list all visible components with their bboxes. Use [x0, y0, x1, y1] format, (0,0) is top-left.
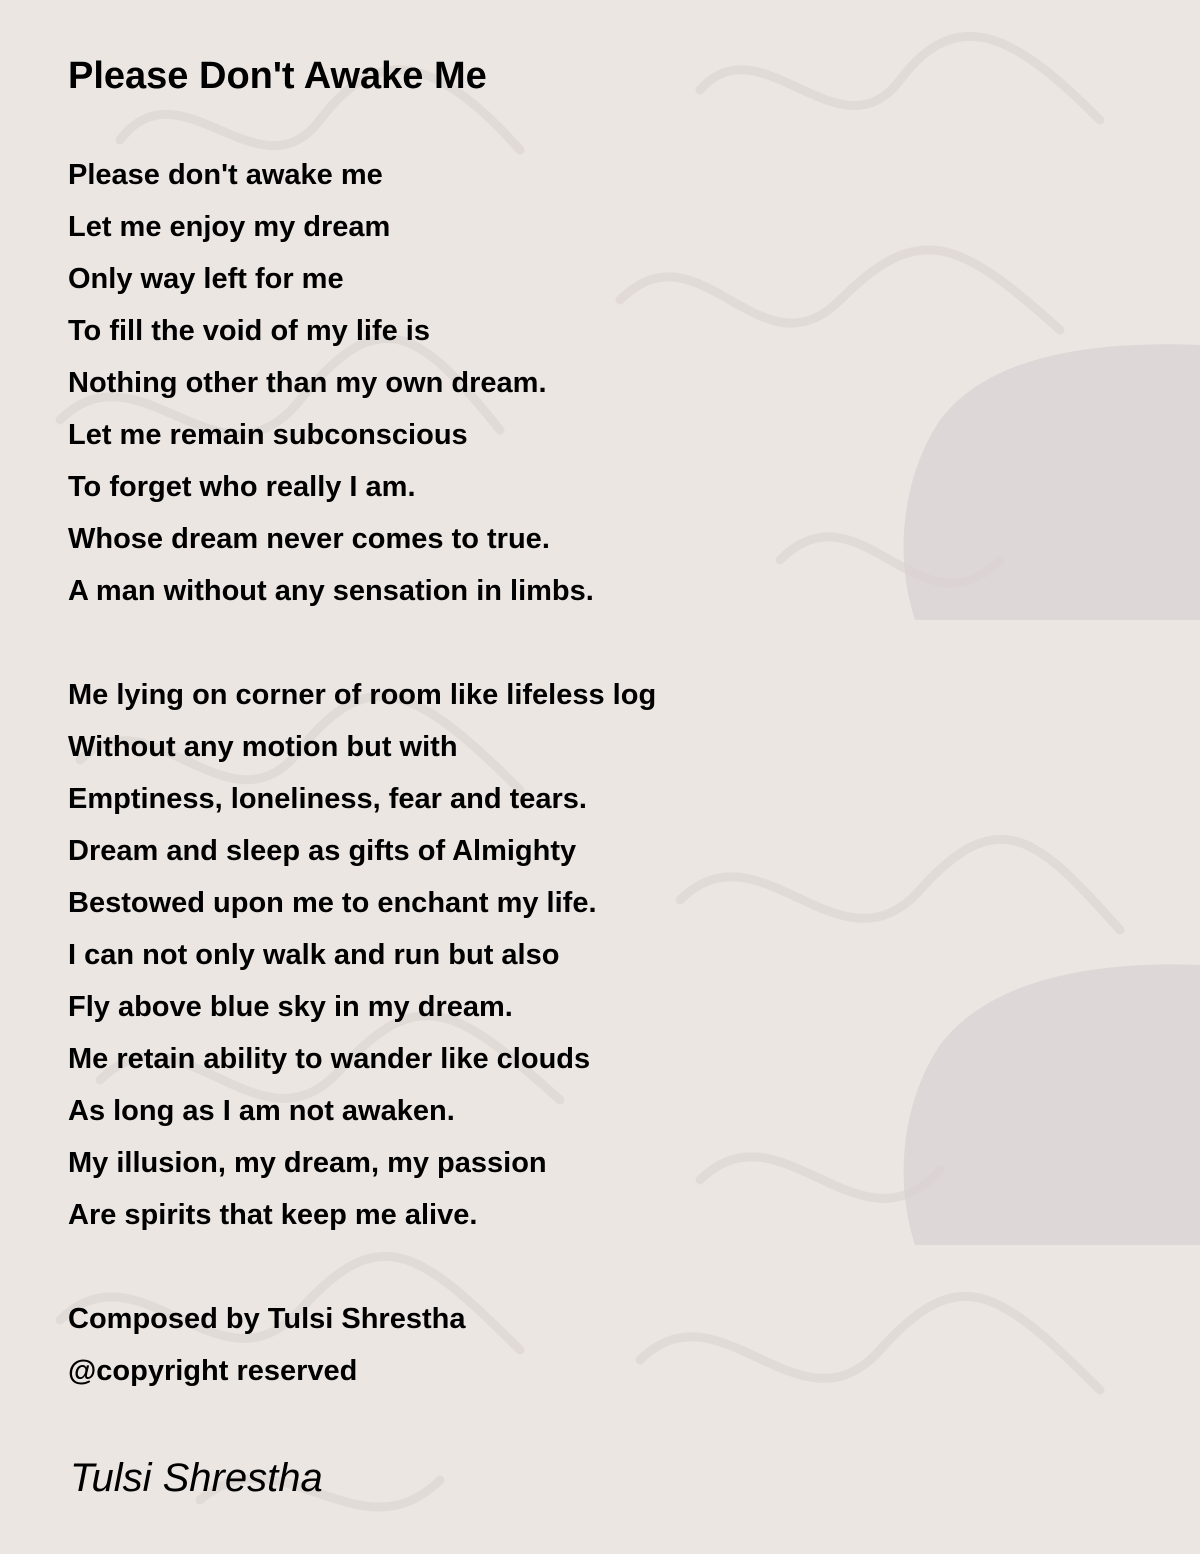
poem-line: Dream and sleep as gifts of Almighty [68, 835, 577, 867]
poem-line: Fly above blue sky in my dream. [68, 991, 513, 1023]
poem-title: Please Don't Awake Me [68, 55, 487, 97]
poem-line: Let me enjoy my dream [68, 211, 391, 243]
credit-stanza [68, 1293, 465, 1397]
poem-line: To forget who really I am. [68, 471, 416, 503]
poem-line: Only way left for me [68, 263, 344, 295]
composer-credit: Composed by Tulsi Shrestha [68, 1303, 466, 1335]
poem-line: Me lying on corner of room like lifeless log [68, 679, 657, 711]
poem-line: My illusion, my dream, my passion [68, 1147, 547, 1179]
poem-line: Without any motion but with [68, 731, 458, 763]
stanza [68, 149, 594, 617]
author-name: Tulsi Shrestha [70, 1456, 323, 1500]
poem-line: To fill the void of my life is [68, 315, 430, 347]
stanza [68, 669, 656, 1241]
poem-line: Are spirits that keep me alive. [68, 1199, 478, 1231]
poem-line: A man without any sensation in limbs. [68, 575, 594, 607]
poem-line: As long as I am not awaken. [68, 1095, 455, 1127]
poem-line: I can not only walk and run but also [68, 939, 560, 971]
poem-line: Me retain ability to wander like clouds [68, 1043, 591, 1075]
poem-line: Whose dream never comes to true. [68, 523, 550, 555]
poem-line: Nothing other than my own dream. [68, 367, 547, 399]
poem-line: Let me remain subconscious [68, 419, 468, 451]
copyright-notice: @copyright reserved [68, 1355, 358, 1387]
poem-line: Bestowed upon me to enchant my life. [68, 887, 597, 919]
poem-line: Please don't awake me [68, 159, 383, 191]
poem-line: Emptiness, loneliness, fear and tears. [68, 783, 587, 815]
